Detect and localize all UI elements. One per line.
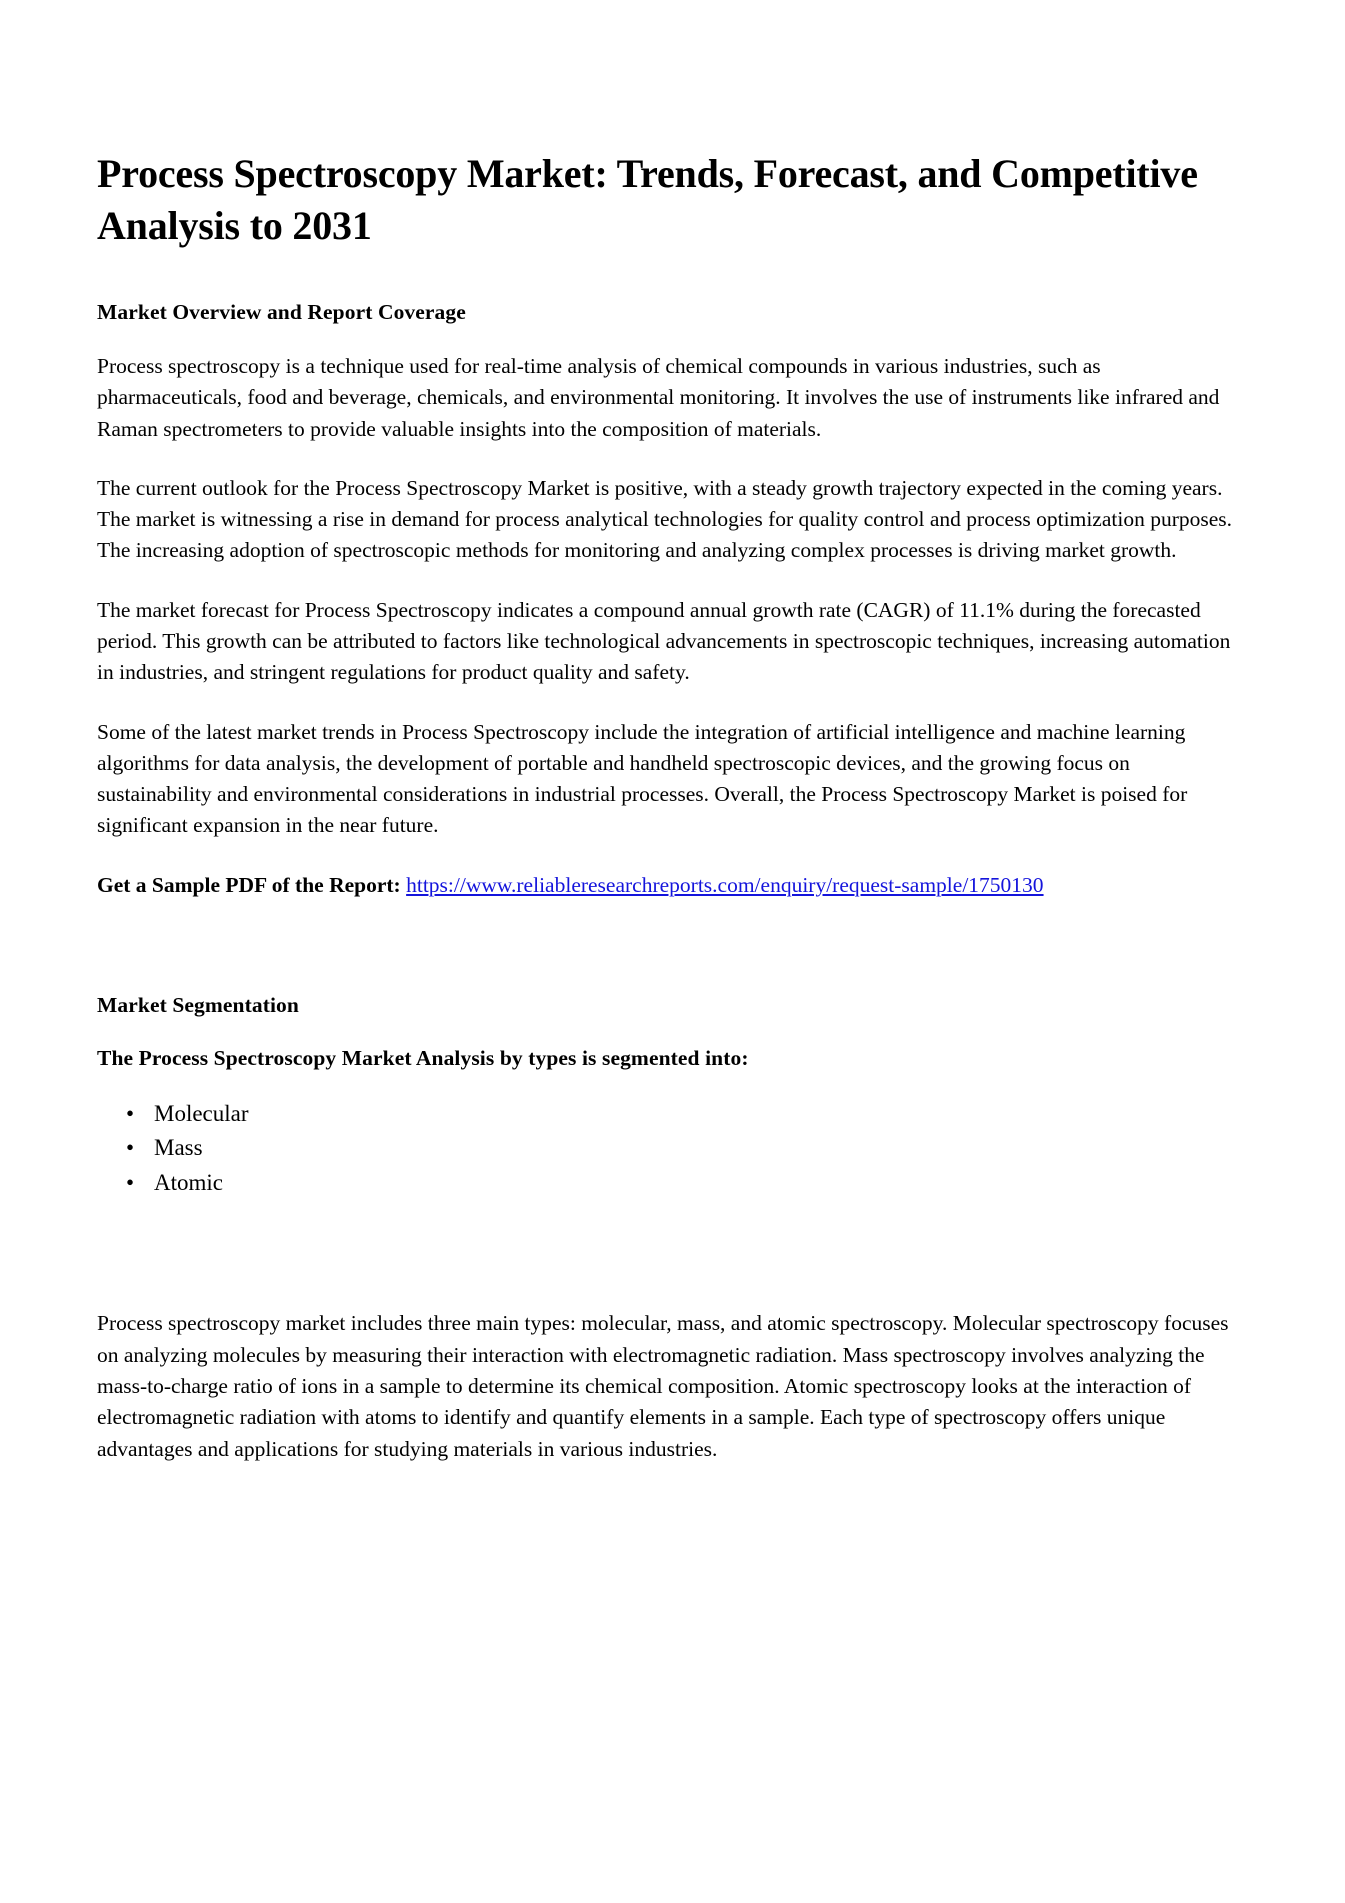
section-heading-market-overview: Market Overview and Report Coverage — [97, 300, 466, 324]
list-item-label: Mass — [154, 1135, 203, 1161]
spacer-before-description — [97, 1262, 1250, 1308]
list-item-label: Atomic — [154, 1169, 223, 1195]
bullet-icon: • — [126, 1169, 135, 1195]
sample-pdf-line — [97, 870, 1249, 901]
segmentation-types-subheading: The Process Spectroscopy Market Analysis by types is segmented into: — [97, 1045, 749, 1070]
section-heading-market-segmentation: Market Segmentation — [97, 992, 299, 1017]
overview-paragraph-4: Some of the latest market trends in Process Spectroscopy include the integration of artificial intelligence and machine learning algorithms for data analysis, the development of portable and handheld spectroscopic devices, and the growing focus on sustainability and environmental considerations in industrial processes. Overall, the Process Spectroscopy Market is poised for significant expansion in the near future. — [97, 719, 1188, 838]
segmentation-description-paragraph: Process spectroscopy market includes three main types: molecular, mass, and atomic spectroscopy. Molecular spectroscopy focuses on analyzing molecules by measuring their interaction with electromagnetic radiation. Mass spectroscopy involves analyzing the mass-to-charge ratio of ions in a sample to determine its chemical composition. Atomic spectroscopy looks at the interaction of electromagnetic radiation with atoms to identify and quantify elements in a sample. Each type of spectroscopy offers unique advantages and applications for studying materials in various industries. — [97, 1311, 1229, 1461]
overview-paragraph-2: The current outlook for the Process Spectroscopy Market is positive, with a steady growth trajectory expected in the coming years. The market is witnessing a rise in demand for process analytical technologies for quality control and process optimization purposes. The increasing adoption of spectroscopic methods for monitoring and analyzing complex processes is driving market growth. — [97, 475, 1233, 563]
list-item — [126, 1166, 1250, 1201]
overview-paragraph-3: The market forecast for Process Spectroscopy indicates a compound annual growth rate (CAGR) of 11.1% during the forecasted period. This growth can be attributed to factors like technological advancements in spectroscopic techniques, increasing automation in industries, and stringent regulations for product quality and safety. — [97, 597, 1231, 685]
bullet-icon: • — [126, 1100, 135, 1126]
list-item — [126, 1131, 1250, 1166]
list-item-label: Molecular — [154, 1100, 249, 1126]
spacer-before-segmentation — [97, 929, 1250, 991]
segmentation-types-list — [97, 1097, 1250, 1201]
sample-pdf-label: Get a Sample PDF of the Report: — [97, 872, 401, 897]
list-item — [126, 1097, 1250, 1132]
bullet-icon: • — [126, 1135, 135, 1161]
page-title: Process Spectroscopy Market: Trends, Forecast, and Competitive Analysis to 2031 — [97, 151, 1198, 248]
sample-pdf-link[interactable]: https://www.reliableresearchreports.com/enquiry/request-sample/1750130 — [406, 872, 1044, 897]
spacer-after-list — [97, 1200, 1250, 1262]
overview-paragraph-1: Process spectroscopy is a technique used for real-time analysis of chemical compounds in various industries, such as pharmaceuticals, food and beverage, chemicals, and environmental monitoring. It involves the use of instruments like infrared and Raman spectrometers to provide valuable insights into the composition of materials. — [97, 354, 1220, 441]
